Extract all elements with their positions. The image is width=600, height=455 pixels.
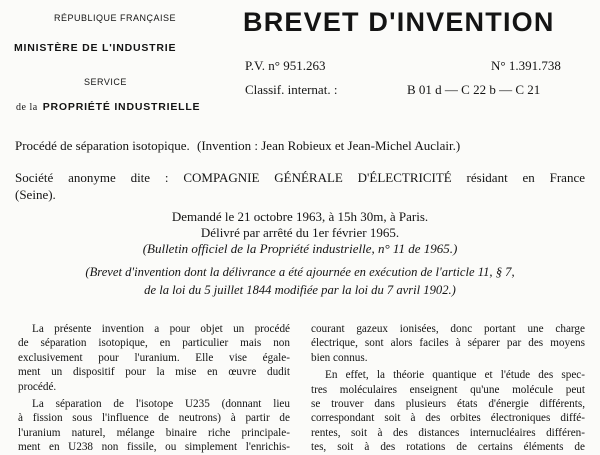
- text-line: procédé.: [18, 380, 57, 393]
- left-paragraph-1: [18, 322, 290, 394]
- text-line: La présente invention a pour objet un procédé: [32, 323, 290, 335]
- text-line: ment en U238 non fissile, ou simplement l'enrichis-: [18, 441, 290, 454]
- applicant-line1: Société anonyme dite : COMPAGNIE GÉNÉRALE D'ÉLECTRICITÉ résidant en France: [15, 170, 585, 185]
- left-paragraph-2: [18, 397, 290, 455]
- notice-line2: de la loi du 5 juillet 1844 modifiée par la loi du 7 avril 1902.): [144, 283, 456, 297]
- text-line: correspondant soit à des orbites électroniques diffé-: [311, 412, 585, 425]
- pv-line: [245, 58, 325, 74]
- text-line: courant gazeux ionisées, donc portant une charge: [311, 323, 585, 335]
- right-paragraph-1: [311, 322, 585, 365]
- pv-number: 951.263: [283, 58, 326, 73]
- text-line: électrique, sont alors faciles à séparer par des moyens: [311, 337, 585, 350]
- bulletin-ref: (Bulletin officiel de la Propriété industrielle, n° 11 de 1965.): [142, 241, 458, 256]
- text-line: à fission sous l'influence de neutrons) à partir de: [18, 412, 290, 425]
- text-line: de séparation isotopique, en particulier mais non: [18, 337, 290, 350]
- invention-inventors: (Invention : Jean Robieux et Jean-Michel Auclair.): [196, 138, 461, 153]
- text-line: ment un dispositif pour la mise en œuvre dudit: [18, 366, 290, 379]
- classif-codes: B 01 d — C 22 b — C 21: [407, 82, 541, 97]
- invention-title: Procédé de séparation isotopique.: [15, 138, 190, 153]
- applicant-line2: (Seine).: [15, 187, 56, 202]
- right-paragraph-2: [311, 368, 585, 454]
- text-line: exclusivement pour l'uranium. Elle vise égale-: [18, 351, 290, 364]
- service-prefix: de la: [16, 102, 38, 113]
- document-title: BREVET D'INVENTION: [243, 7, 555, 37]
- text-line: tes, soit à des rotations de certains éléments de: [311, 441, 585, 454]
- text-line: La séparation de l'isotope U235 (donnant lieu: [32, 398, 290, 411]
- text-line: se trouver dans plusieurs états d'énergie différents,: [311, 398, 585, 411]
- body-right-column: [311, 322, 585, 455]
- ministry-label: MINISTÈRE DE L'INDUSTRIE: [14, 42, 177, 54]
- service-label: SERVICE: [84, 77, 127, 87]
- republic-label: RÉPUBLIQUE FRANÇAISE: [54, 13, 177, 23]
- pv-label: P.V. n°: [245, 58, 280, 73]
- body-left-column: [18, 322, 290, 455]
- service-line2: [16, 95, 200, 114]
- text-line: En effet, la théorie quantique et l'étude des spec-: [325, 369, 585, 382]
- grant-date: Délivré par arrêté du 1er février 1965.: [200, 225, 400, 240]
- classif-label: Classif. internat. :: [245, 82, 338, 97]
- notice-line1: (Brevet d'invention dont la délivrance a été ajournée en exécution de l'article 11, § 7,: [85, 265, 515, 279]
- text-line: l'uranium naturel, mélange binaire riche principale-: [18, 426, 290, 439]
- text-line: tres moléculaires enseignent qu'une molécule peut: [311, 383, 585, 396]
- text-line: bien connus.: [311, 351, 368, 364]
- text-line: rentes, soit à des distances internucléaires différen-: [311, 426, 585, 439]
- invention-line: [15, 138, 460, 154]
- patent-number: N° 1.391.738: [491, 58, 561, 73]
- industrial-property-label: PROPRIÉTÉ INDUSTRIELLE: [42, 101, 201, 113]
- filing-date: Demandé le 21 octobre 1963, à 15h 30m, à Paris.: [171, 209, 429, 224]
